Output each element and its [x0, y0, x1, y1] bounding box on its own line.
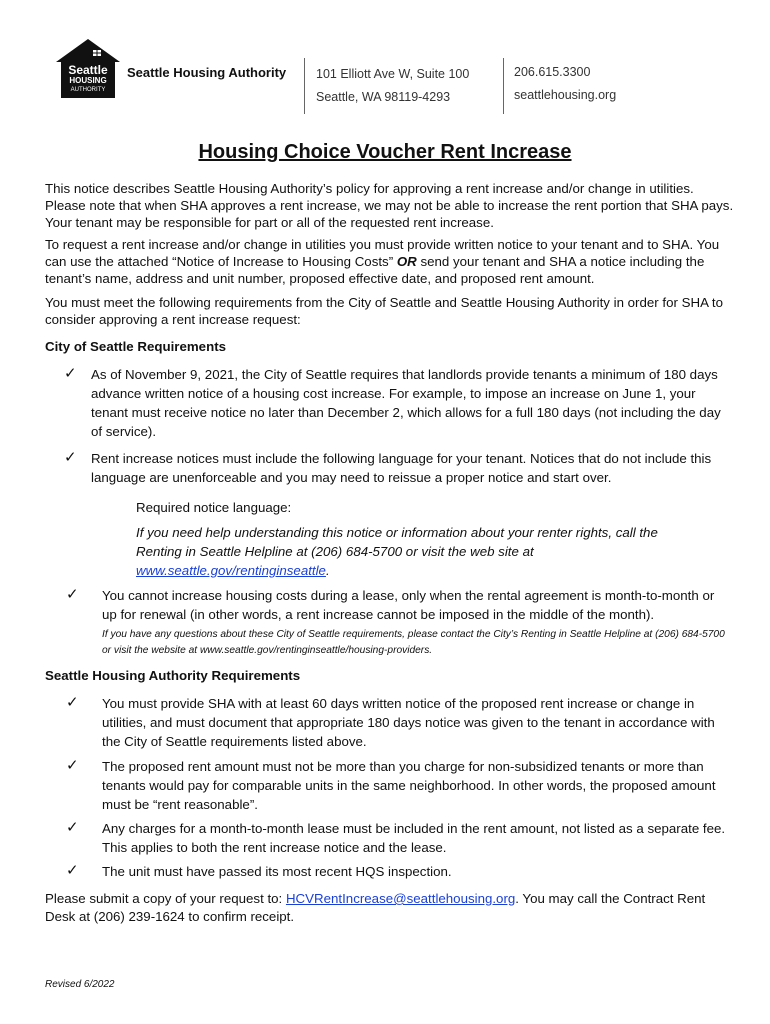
check-icon: ✓	[66, 586, 79, 603]
address-block	[316, 63, 469, 109]
intro-paragraph-1: This notice describes Seattle Housing Authority’s policy for approving a rent increase and/or change in utilities. Please note that when SHA approves a rent increase, we may not be able to increase the rent portion that SHA pays. Your tenant may be responsible for part or all of the requested rent increase.	[45, 181, 734, 230]
intro-paragraph-3: You must meet the following requirements from the City of Seattle and Seattle Housing Authority in order for SHA to consider approving a rent increase request:	[45, 295, 724, 327]
logo-line2: HOUSING	[69, 76, 107, 85]
sha-item-1: You must provide SHA with at least 60 days written notice of the proposed rent increase or change in utilities, and must document that appropriate 180 days notice was given to the tenant in accordance with the City of Seattle requirements listed above.	[102, 696, 715, 749]
required-notice-label: Required notice language:	[136, 500, 292, 515]
sha-logo	[55, 38, 121, 100]
check-icon: ✓	[66, 819, 79, 836]
website[interactable]: seattlehousing.org	[514, 88, 617, 102]
required-text: If you need help understanding this notice or information about your renter rights, call the Renting in Seattle Helpline at (206) 684-5700 or visit the web site at	[136, 525, 658, 559]
sha-item-3: Any charges for a month-to-month lease must be included in the rent amount, not listed as a separate fee. This applies to both the rent increase notice and the lease.	[102, 821, 726, 855]
sha-item-2: The proposed rent amount must not be more than you charge for non-subsidized tenants or more than tenants would pay for comparable units in the same neighborhood. In other words, the proposed amount must be “rent reasonable”.	[102, 759, 716, 812]
check-icon: ✓	[66, 757, 79, 774]
page-title: Housing Choice Voucher Rent Increase	[198, 141, 572, 163]
logo-line3: AUTHORITY	[70, 87, 106, 93]
address-line1: 101 Elliott Ave W, Suite 100	[316, 67, 470, 81]
check-icon: ✓	[64, 449, 77, 466]
logo-line1: Seattle	[68, 63, 108, 77]
required-notice-text	[136, 523, 696, 580]
intro-paragraph-2	[45, 236, 735, 287]
closing-text-a: Please submit a copy of your request to:	[45, 891, 286, 906]
sha-requirements-heading: Seattle Housing Authority Requirements	[45, 668, 301, 683]
header-divider-1	[304, 58, 305, 114]
email-link[interactable]: HCVRentIncrease@seattlehousing.org	[285, 891, 516, 906]
check-icon: ✓	[64, 365, 77, 382]
p2-or: OR	[396, 254, 417, 269]
p2-text-b: send your tenant and SHA a notice including the tenant’s name, address and unit number, proposed effective date, and proposed rent amount.	[45, 254, 705, 286]
org-name: Seattle Housing Authority	[127, 65, 287, 80]
required-end: .	[325, 563, 330, 578]
closing-text-b: . You may call the Contract Rent Desk at (206) 239-1624 to confirm receipt.	[45, 891, 706, 924]
phone: 206.615.3300	[514, 65, 591, 79]
city-item-1: As of November 9, 2021, the City of Seattle requires that landlords provide tenants a minimum of 180 days advance written notice of a housing cost increase. For example, to impose an increase on June 1, your tenant must receive notice no later than December 2, which allows for a full 180 days (not including the day of service).	[91, 367, 721, 439]
city-footnote: If you have any questions about these City of Seattle requirements, please contact the City’s Renting in Seattle Helpline at (206) 684-5700 or visit the website at www.seattle.gov/rentinginseattle/housing-providers.	[102, 629, 725, 656]
contact-block	[514, 61, 616, 107]
city-item-2: Rent increase notices must include the following language for your tenant. Notices that do not include this language are unenforceable and you may need to reissue a proper notice and start over.	[91, 451, 712, 485]
city-requirements-heading: City of Seattle Requirements	[45, 339, 227, 354]
address-line2: Seattle, WA 98119-4293	[316, 90, 451, 104]
check-icon: ✓	[66, 862, 79, 879]
closing-paragraph	[45, 890, 735, 926]
p2-text-a: To request a rent increase and/or change in utilities you must provide written notice to your tenant and to SHA. You can use the attached “Notice of Increase to Housing Costs”	[45, 237, 720, 269]
revised-date: Revised 6/2022	[45, 979, 115, 990]
rentinginseattle-link[interactable]: www.seattle.gov/rentinginseattle	[136, 563, 326, 578]
city-item-3: You cannot increase housing costs during a lease, only when the rental agreement is month-to-month or up for renewal (in other words, a rent increase cannot be imposed in the middle of the month).	[102, 588, 715, 622]
header-divider-2	[503, 58, 504, 114]
check-icon: ✓	[66, 694, 79, 711]
sha-item-4: The unit must have passed its most recent HQS inspection.	[102, 864, 452, 879]
